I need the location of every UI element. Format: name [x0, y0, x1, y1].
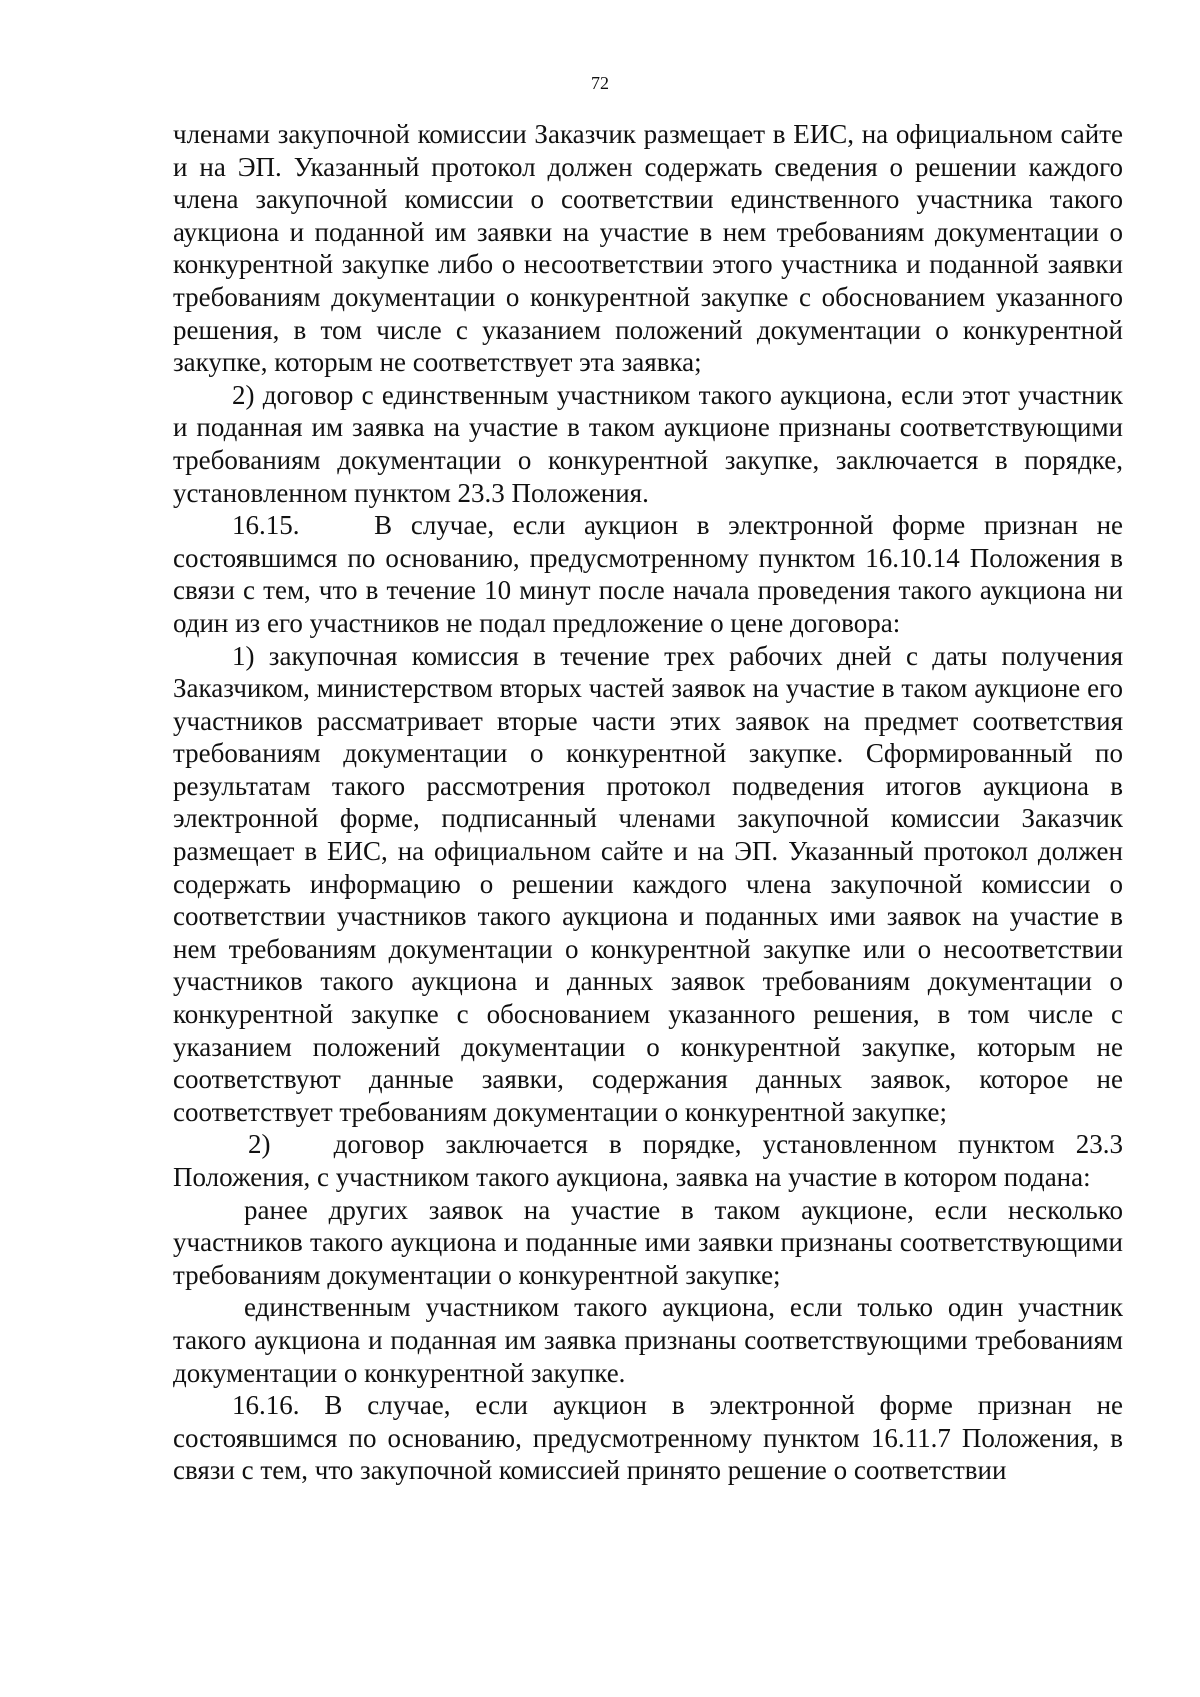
paragraph-section-16-16: 16.16. В случае, если аукцион в электронной форме признан не состоявшимся по основанию, предусмотренному пунктом 16.11.7 Положения, в связи с тем, что закупочной комиссией принято решение о соответствии: [173, 1390, 1123, 1486]
paragraph-continuation: членами закупочной комиссии Заказчик размещает в ЕИС, на официальном сайте и на ЭП. Указанный протокол должен содержать сведения о решении каждого члена закупочной комиссии о соответствии единственного участника такого аукциона и поданной им заявки на участие в нем требованиям документации о конкурентной закупке либо о несоответствии этого участника и поданной заявки требованиям документации о конкурентной закупке с обоснованием указанного решения, в том числе с указанием положений документации о конкурентной закупке, которым не соответствует эта заявка;: [173, 119, 1123, 378]
document-body: [173, 118, 1130, 1487]
paragraph-single-participant: единственным участником такого аукциона, если только один участник такого аукциона и поданная им заявка признаны соответствующими требованиям документации о конкурентной закупке.: [173, 1292, 1123, 1388]
paragraph-earlier-applications: ранее других заявок на участие в таком аукционе, если несколько участников такого аукциона и поданные ими заявки признаны соответствующими требованиям документации о конкурентной закупке;: [173, 1194, 1123, 1290]
page-number: 72: [591, 73, 609, 93]
paragraph-item-2-contract: 2) договор с единственным участником такого аукциона, если этот участник и поданная им заявка на участие в таком аукционе признаны соответствующими требованиям документации о конкурентной закупке, заключается в порядке, установленном пунктом 23.3 Положения.: [173, 379, 1123, 508]
paragraph-item-1-commission: 1) закупочная комиссия в течение трех рабочих дней с даты получения Заказчиком, министерством вторых частей заявок на участие в таком аукционе его участников рассматривает вторые части этих заявок на предмет соответствия требованиям документации о конкурентной закупке. Сформированный по результатам такого рассмотрения протокол подведения итогов аукциона в электронной форме, подписанный членами закупочной комиссии Заказчик размещает в ЕИС, на официальном сайте и на ЭП. Указанный протокол должен содержать информацию о решении каждого члена закупочной комиссии о соответствии участников такого аукциона и поданных ими заявок на участие в нем требованиям документации о конкурентной закупке или о несоответствии участников такого аукциона и данных заявок требованиям документации о конкурентной закупке с обоснованием указанного решения, в том числе с указанием положений документации о конкурентной закупке, которым не соответствуют данные заявки, содержания данных заявок, которое не соответствует требованиям документации о конкурентной закупке;: [173, 640, 1123, 1127]
paragraph-section-16-15: 16.15. В случае, если аукцион в электронной форме признан не состоявшимся по основанию, предусмотренному пунктом 16.10.14 Положения в связи с тем, что в течение 10 минут после начала проведения такого аукциона ни один из его участников не подал предложение о цене договора:: [173, 510, 1130, 638]
paragraph-item-2-agreement: 2) договор заключается в порядке, установленном пунктом 23.3 Положения, с участником такого аукциона, заявка на участие в котором подана:: [173, 1129, 1130, 1192]
